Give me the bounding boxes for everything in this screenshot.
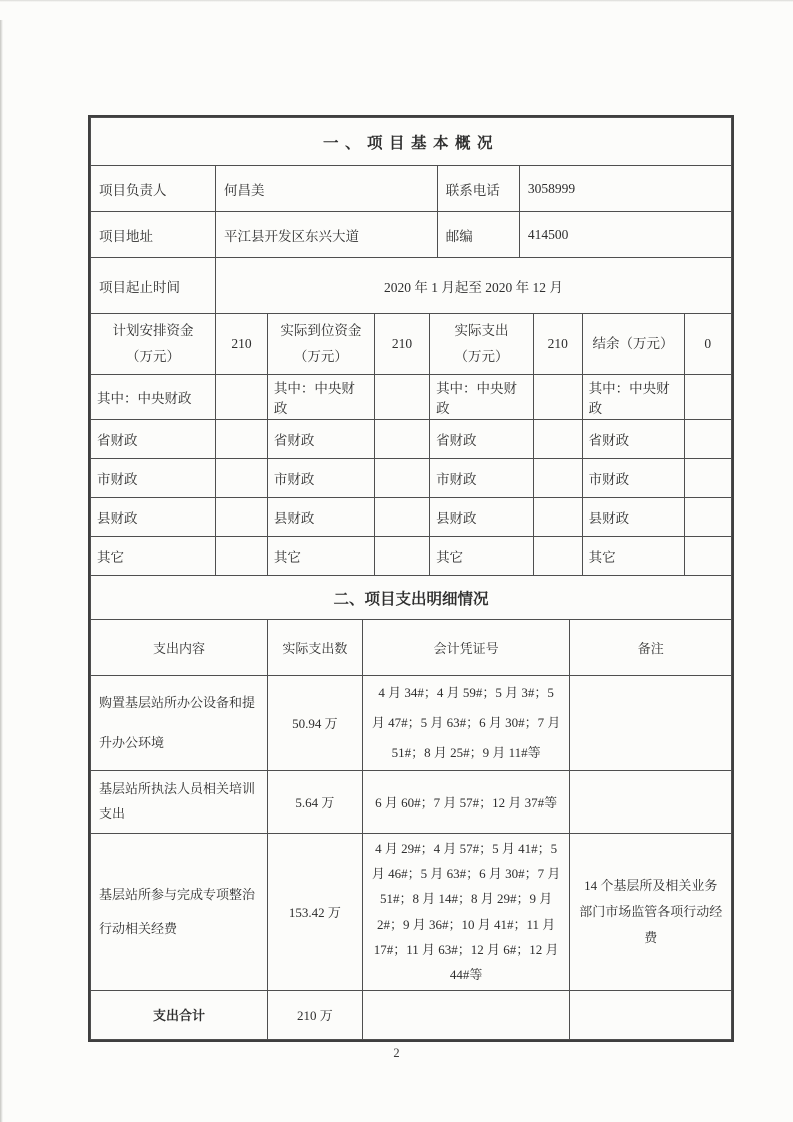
funding-breakdown-row-provincial bbox=[91, 420, 732, 459]
received-funds-amount: 210 bbox=[374, 314, 429, 375]
other-finance-label: 其它 bbox=[430, 537, 534, 576]
funding-amount-empty-cell bbox=[374, 420, 429, 459]
period-label: 项目起止时间 bbox=[91, 258, 216, 314]
section2-title: 二、项目支出明细情况 bbox=[91, 576, 732, 620]
expense-vouchers: 6 月 60#；7 月 57#；12 月 37#等 bbox=[362, 770, 570, 833]
planned-funds-label bbox=[91, 314, 216, 375]
col-header-content: 支出内容 bbox=[91, 620, 268, 676]
funding-breakdown-row-county bbox=[91, 498, 732, 537]
expense-remark: 14 个基层所及相关业务部门市场监管各项行动经费 bbox=[570, 833, 732, 990]
table-row bbox=[91, 576, 732, 620]
expense-remark bbox=[570, 770, 732, 833]
page-number: 2 bbox=[393, 1046, 400, 1060]
funding-breakdown-row-municipal bbox=[91, 459, 732, 498]
municipal-finance-label: 市财政 bbox=[582, 459, 684, 498]
table-expenditure-detail bbox=[90, 575, 732, 1040]
table-row bbox=[91, 118, 732, 166]
funding-amount-empty-cell bbox=[374, 537, 429, 576]
received-funds-label-line2: （万元） bbox=[293, 349, 348, 364]
county-finance-label: 县财政 bbox=[582, 498, 684, 537]
funding-amount-empty-cell bbox=[533, 498, 582, 537]
expense-vouchers: 4 月 34#；4 月 59#；5 月 3#；5 月 47#；5 月 63#；6 月 30#；7 月 51#；8 月 25#；9 月 11#等 bbox=[362, 676, 570, 771]
expense-remark bbox=[570, 676, 732, 771]
funding-amount-empty-cell bbox=[215, 375, 267, 420]
detail-row-equipment bbox=[91, 676, 732, 771]
central-finance-label: 其中：中央财政 bbox=[430, 375, 534, 420]
funding-breakdown-row-other bbox=[91, 537, 732, 576]
funding-amount-empty-cell bbox=[684, 459, 732, 498]
other-finance-label: 其它 bbox=[91, 537, 216, 576]
table-row bbox=[91, 212, 732, 258]
planned-funds-amount: 210 bbox=[215, 314, 267, 375]
funding-amount-empty-cell bbox=[374, 459, 429, 498]
county-finance-label: 县财政 bbox=[430, 498, 534, 537]
total-label: 支出合计 bbox=[91, 990, 268, 1039]
provincial-finance-label: 省财政 bbox=[430, 420, 534, 459]
provincial-finance-label: 省财政 bbox=[267, 420, 374, 459]
other-finance-label: 其它 bbox=[267, 537, 374, 576]
provincial-finance-label: 省财政 bbox=[91, 420, 216, 459]
actual-expense-label bbox=[430, 314, 534, 375]
report-form bbox=[88, 115, 734, 1042]
funding-breakdown-row-central bbox=[91, 375, 732, 420]
central-finance-label: 其中：中央财政 bbox=[582, 375, 684, 420]
other-finance-label: 其它 bbox=[582, 537, 684, 576]
detail-row-special-action bbox=[91, 833, 732, 990]
col-header-remark: 备注 bbox=[570, 620, 732, 676]
actual-expense-label-line2: （万元） bbox=[454, 349, 509, 364]
actual-expense-amount: 210 bbox=[533, 314, 582, 375]
received-funds-label bbox=[267, 314, 374, 375]
provincial-finance-label: 省财政 bbox=[582, 420, 684, 459]
total-remark-empty-cell bbox=[570, 990, 732, 1039]
table-row bbox=[91, 166, 732, 212]
phone-value: 3058999 bbox=[519, 166, 731, 212]
expense-amount: 5.64 万 bbox=[267, 770, 362, 833]
zip-label: 邮编 bbox=[437, 212, 519, 258]
funding-amount-empty-cell bbox=[684, 420, 732, 459]
funding-amount-empty-cell bbox=[684, 498, 732, 537]
funding-amount-empty-cell bbox=[533, 459, 582, 498]
funding-amount-empty-cell bbox=[215, 498, 267, 537]
central-finance-label: 其中：中央财政 bbox=[267, 375, 374, 420]
address-value: 平江县开发区东兴大道 bbox=[215, 212, 437, 258]
detail-row-training bbox=[91, 770, 732, 833]
county-finance-label: 县财政 bbox=[267, 498, 374, 537]
leader-value: 何昌美 bbox=[215, 166, 437, 212]
scan-edge-artifact-top bbox=[0, 0, 793, 2]
funding-amount-empty-cell bbox=[533, 420, 582, 459]
table-funding bbox=[90, 313, 732, 576]
funding-amount-empty-cell bbox=[684, 537, 732, 576]
municipal-finance-label: 市财政 bbox=[91, 459, 216, 498]
balance-label: 结余（万元） bbox=[582, 314, 684, 375]
zip-value: 414500 bbox=[519, 212, 731, 258]
funding-amount-empty-cell bbox=[533, 375, 582, 420]
total-voucher-empty-cell bbox=[362, 990, 570, 1039]
leader-label: 项目负责人 bbox=[91, 166, 216, 212]
funding-amount-empty-cell bbox=[215, 537, 267, 576]
expense-content: 基层站所参与完成专项整治行动相关经费 bbox=[91, 833, 268, 990]
funding-amount-empty-cell bbox=[374, 498, 429, 537]
county-finance-label: 县财政 bbox=[91, 498, 216, 537]
funding-amount-empty-cell bbox=[215, 459, 267, 498]
funding-header-row bbox=[91, 314, 732, 375]
detail-total-row bbox=[91, 990, 732, 1039]
expense-vouchers: 4 月 29#；4 月 57#；5 月 41#；5 月 46#；5 月 63#；6 月 30#；7 月 51#；8 月 14#；8 月 29#；9 月 2#；9 月 36#；10 月 41#；11 月 17#；11 月 63#；12 月 6#；12 月 44#等 bbox=[362, 833, 570, 990]
expense-content: 购置基层站所办公设备和提升办公环境 bbox=[91, 676, 268, 771]
table-basic-overview bbox=[90, 117, 732, 314]
total-amount: 210 万 bbox=[267, 990, 362, 1039]
expense-content: 基层站所执法人员相关培训支出 bbox=[91, 770, 268, 833]
received-funds-label-line1: 实际到位资金 bbox=[280, 323, 362, 339]
phone-label: 联系电话 bbox=[437, 166, 519, 212]
funding-amount-empty-cell bbox=[533, 537, 582, 576]
actual-expense-label-line1: 实际支出 bbox=[454, 323, 509, 339]
scan-edge-artifact-left bbox=[0, 20, 3, 1122]
funding-amount-empty-cell bbox=[374, 375, 429, 420]
central-finance-label: 其中：中央财政 bbox=[91, 375, 216, 420]
balance-amount: 0 bbox=[684, 314, 732, 375]
address-label: 项目地址 bbox=[91, 212, 216, 258]
funding-amount-empty-cell bbox=[215, 420, 267, 459]
planned-funds-label-line2: （万元） bbox=[125, 349, 180, 364]
expense-amount: 153.42 万 bbox=[267, 833, 362, 990]
funding-amount-empty-cell bbox=[684, 375, 732, 420]
municipal-finance-label: 市财政 bbox=[430, 459, 534, 498]
expense-amount: 50.94 万 bbox=[267, 676, 362, 771]
period-value: 2020 年 1 月起至 2020 年 12 月 bbox=[215, 258, 731, 314]
planned-funds-label-line1: 计划安排资金 bbox=[112, 323, 194, 339]
col-header-amount: 实际支出数 bbox=[267, 620, 362, 676]
section1-title: 一、项目基本概况 bbox=[91, 118, 732, 166]
municipal-finance-label: 市财政 bbox=[267, 459, 374, 498]
detail-header-row bbox=[91, 620, 732, 676]
table-row bbox=[91, 258, 732, 314]
col-header-voucher: 会计凭证号 bbox=[362, 620, 570, 676]
